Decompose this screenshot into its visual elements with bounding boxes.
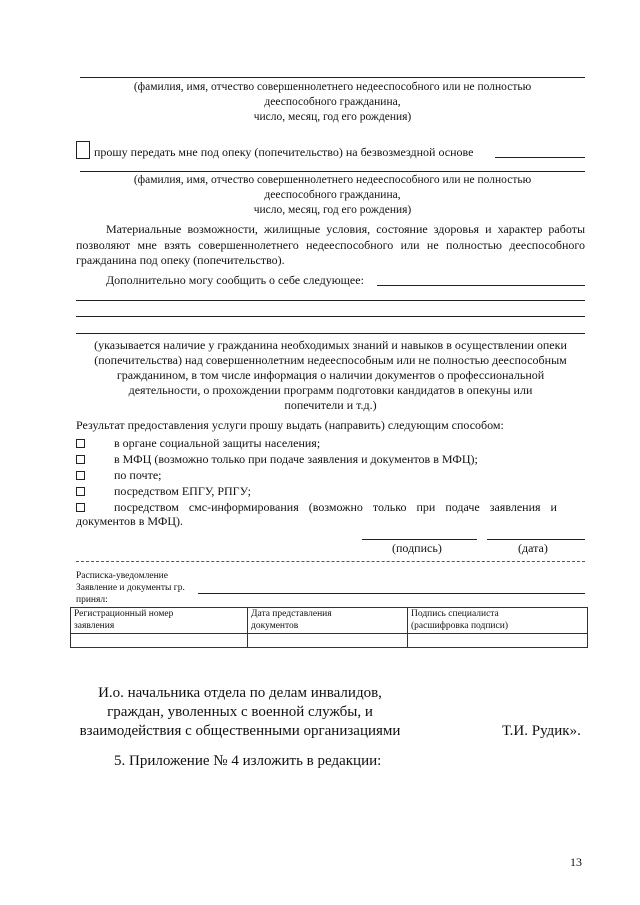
page-number: 13 xyxy=(570,855,582,869)
cell-reg-number[interactable] xyxy=(71,634,248,648)
official-title-line-2: граждан, уволенных с военной службы, и xyxy=(107,704,373,720)
option-epgu[interactable] xyxy=(76,483,585,499)
header-specialist-signature-l1: Подпись специалиста xyxy=(411,609,499,619)
receipt-accepted-label: принял: xyxy=(76,595,108,605)
info-caption-line-1: (указывается наличие у гражданина необходимых знаний и навыков в осуществлении опеки xyxy=(94,338,567,352)
official-title-line-1: И.о. начальника отдела по делам инвалидов, xyxy=(98,685,382,701)
cell-submission-date[interactable] xyxy=(248,634,408,648)
request-text: прошу передать мне под опеку (попечительство) на безвозмездной основе xyxy=(94,145,474,159)
option-sms-continued: документов в МФЦ). xyxy=(76,514,184,528)
additional-line-1[interactable] xyxy=(76,300,585,301)
header-reg-number xyxy=(71,608,248,634)
option-label: по почте; xyxy=(114,468,162,482)
header-reg-number-l2: заявления xyxy=(74,620,115,631)
caption-1-line-2: дееспособного гражданина, xyxy=(264,96,401,108)
info-caption-line-2: (попечительства) над совершеннолетним недееспособным или не полностью дееспособным xyxy=(94,353,567,367)
receipt-table xyxy=(70,607,588,648)
option-label: посредством ЕПГУ, РПГУ; xyxy=(114,484,251,498)
option-social-protection[interactable] xyxy=(76,435,585,451)
option-mfc[interactable] xyxy=(76,451,585,467)
result-label: Результат предоставления услуги прошу выдать (направить) следующим способом: xyxy=(76,418,504,432)
cut-line xyxy=(76,561,585,562)
option-sms[interactable] xyxy=(76,499,585,515)
receipt-title: Расписка-уведомление xyxy=(76,571,168,581)
table-row xyxy=(71,608,588,634)
caption-2-line-2: дееспособного гражданина, xyxy=(264,189,401,201)
option-label: посредством смс-информирования (возможно только при подаче заявления и xyxy=(114,500,557,514)
additional-line-3[interactable] xyxy=(76,333,585,334)
material-paragraph xyxy=(76,222,585,269)
info-caption xyxy=(76,338,585,413)
header-specialist-signature xyxy=(408,608,588,634)
additional-label: Дополнительно могу сообщить о себе следующее: xyxy=(106,273,364,287)
fullname-caption-1 xyxy=(70,80,595,125)
fullname-line-1[interactable] xyxy=(80,77,585,78)
option-checkbox[interactable] xyxy=(76,487,85,496)
caption-1-line-1: (фамилия, имя, отчество совершеннолетнего недееспособного или не полностью xyxy=(133,81,532,93)
receipt-docs-label: Заявление и документы гр. xyxy=(76,583,185,593)
additional-line-0[interactable] xyxy=(377,285,585,286)
header-reg-number-l1: Регистрационный номер xyxy=(74,609,174,619)
official-title xyxy=(60,684,420,741)
option-label: в МФЦ (возможно только при подаче заявления и документов в МФЦ); xyxy=(114,452,478,466)
signer-name: Т.И. Рудик». xyxy=(502,723,581,739)
official-title-line-3: взаимодействия с общественными организациями xyxy=(79,723,401,739)
request-checkbox[interactable] xyxy=(76,141,90,159)
header-submission-date-l1: Дата представления xyxy=(251,609,332,619)
receipt-name-line[interactable] xyxy=(198,593,585,594)
info-caption-line-5: попечители и т.д.) xyxy=(284,398,377,412)
option-checkbox[interactable] xyxy=(76,455,85,464)
option-mail[interactable] xyxy=(76,467,585,483)
option-label: в органе социальной защиты населения; xyxy=(114,436,321,450)
request-blank-line[interactable] xyxy=(495,157,585,158)
signature-label: (подпись) xyxy=(392,541,442,555)
fullname-caption-2 xyxy=(70,173,595,218)
header-submission-date-l2: документов xyxy=(251,620,299,631)
date-label: (дата) xyxy=(518,541,548,555)
fullname-line-2[interactable] xyxy=(80,171,585,172)
cell-specialist-signature[interactable] xyxy=(408,634,588,648)
option-checkbox[interactable] xyxy=(76,471,85,480)
info-caption-line-4: деятельности, о прохождении программ подготовки кандидатов в опекуны или xyxy=(128,383,533,397)
info-caption-line-3: гражданином, в том числе информация о наличии документов о профессиональной xyxy=(116,368,545,382)
caption-1-line-3: число, месяц, год его рождения) xyxy=(253,111,412,123)
additional-line-2[interactable] xyxy=(76,316,585,317)
option-checkbox[interactable] xyxy=(76,503,85,512)
material-paragraph-text: Материальные возможности, жилищные условия, состояние здоровья и характер работы позволяют мне взять совершеннолетнего недееспособного или не полностью дееспособного гражданина под опеку (попечительство). xyxy=(76,222,585,267)
caption-2-line-1: (фамилия, имя, отчество совершеннолетнего недееспособного или не полностью xyxy=(133,174,532,186)
table-row xyxy=(71,634,588,648)
header-specialist-signature-l2: (расшифровка подписи) xyxy=(411,620,508,631)
option-checkbox[interactable] xyxy=(76,439,85,448)
header-submission-date xyxy=(248,608,408,634)
caption-2-line-3: число, месяц, год его рождения) xyxy=(253,204,412,216)
signature-line[interactable] xyxy=(362,539,477,540)
appendix-instruction: 5. Приложение № 4 изложить в редакции: xyxy=(114,753,382,769)
date-line[interactable] xyxy=(487,539,585,540)
